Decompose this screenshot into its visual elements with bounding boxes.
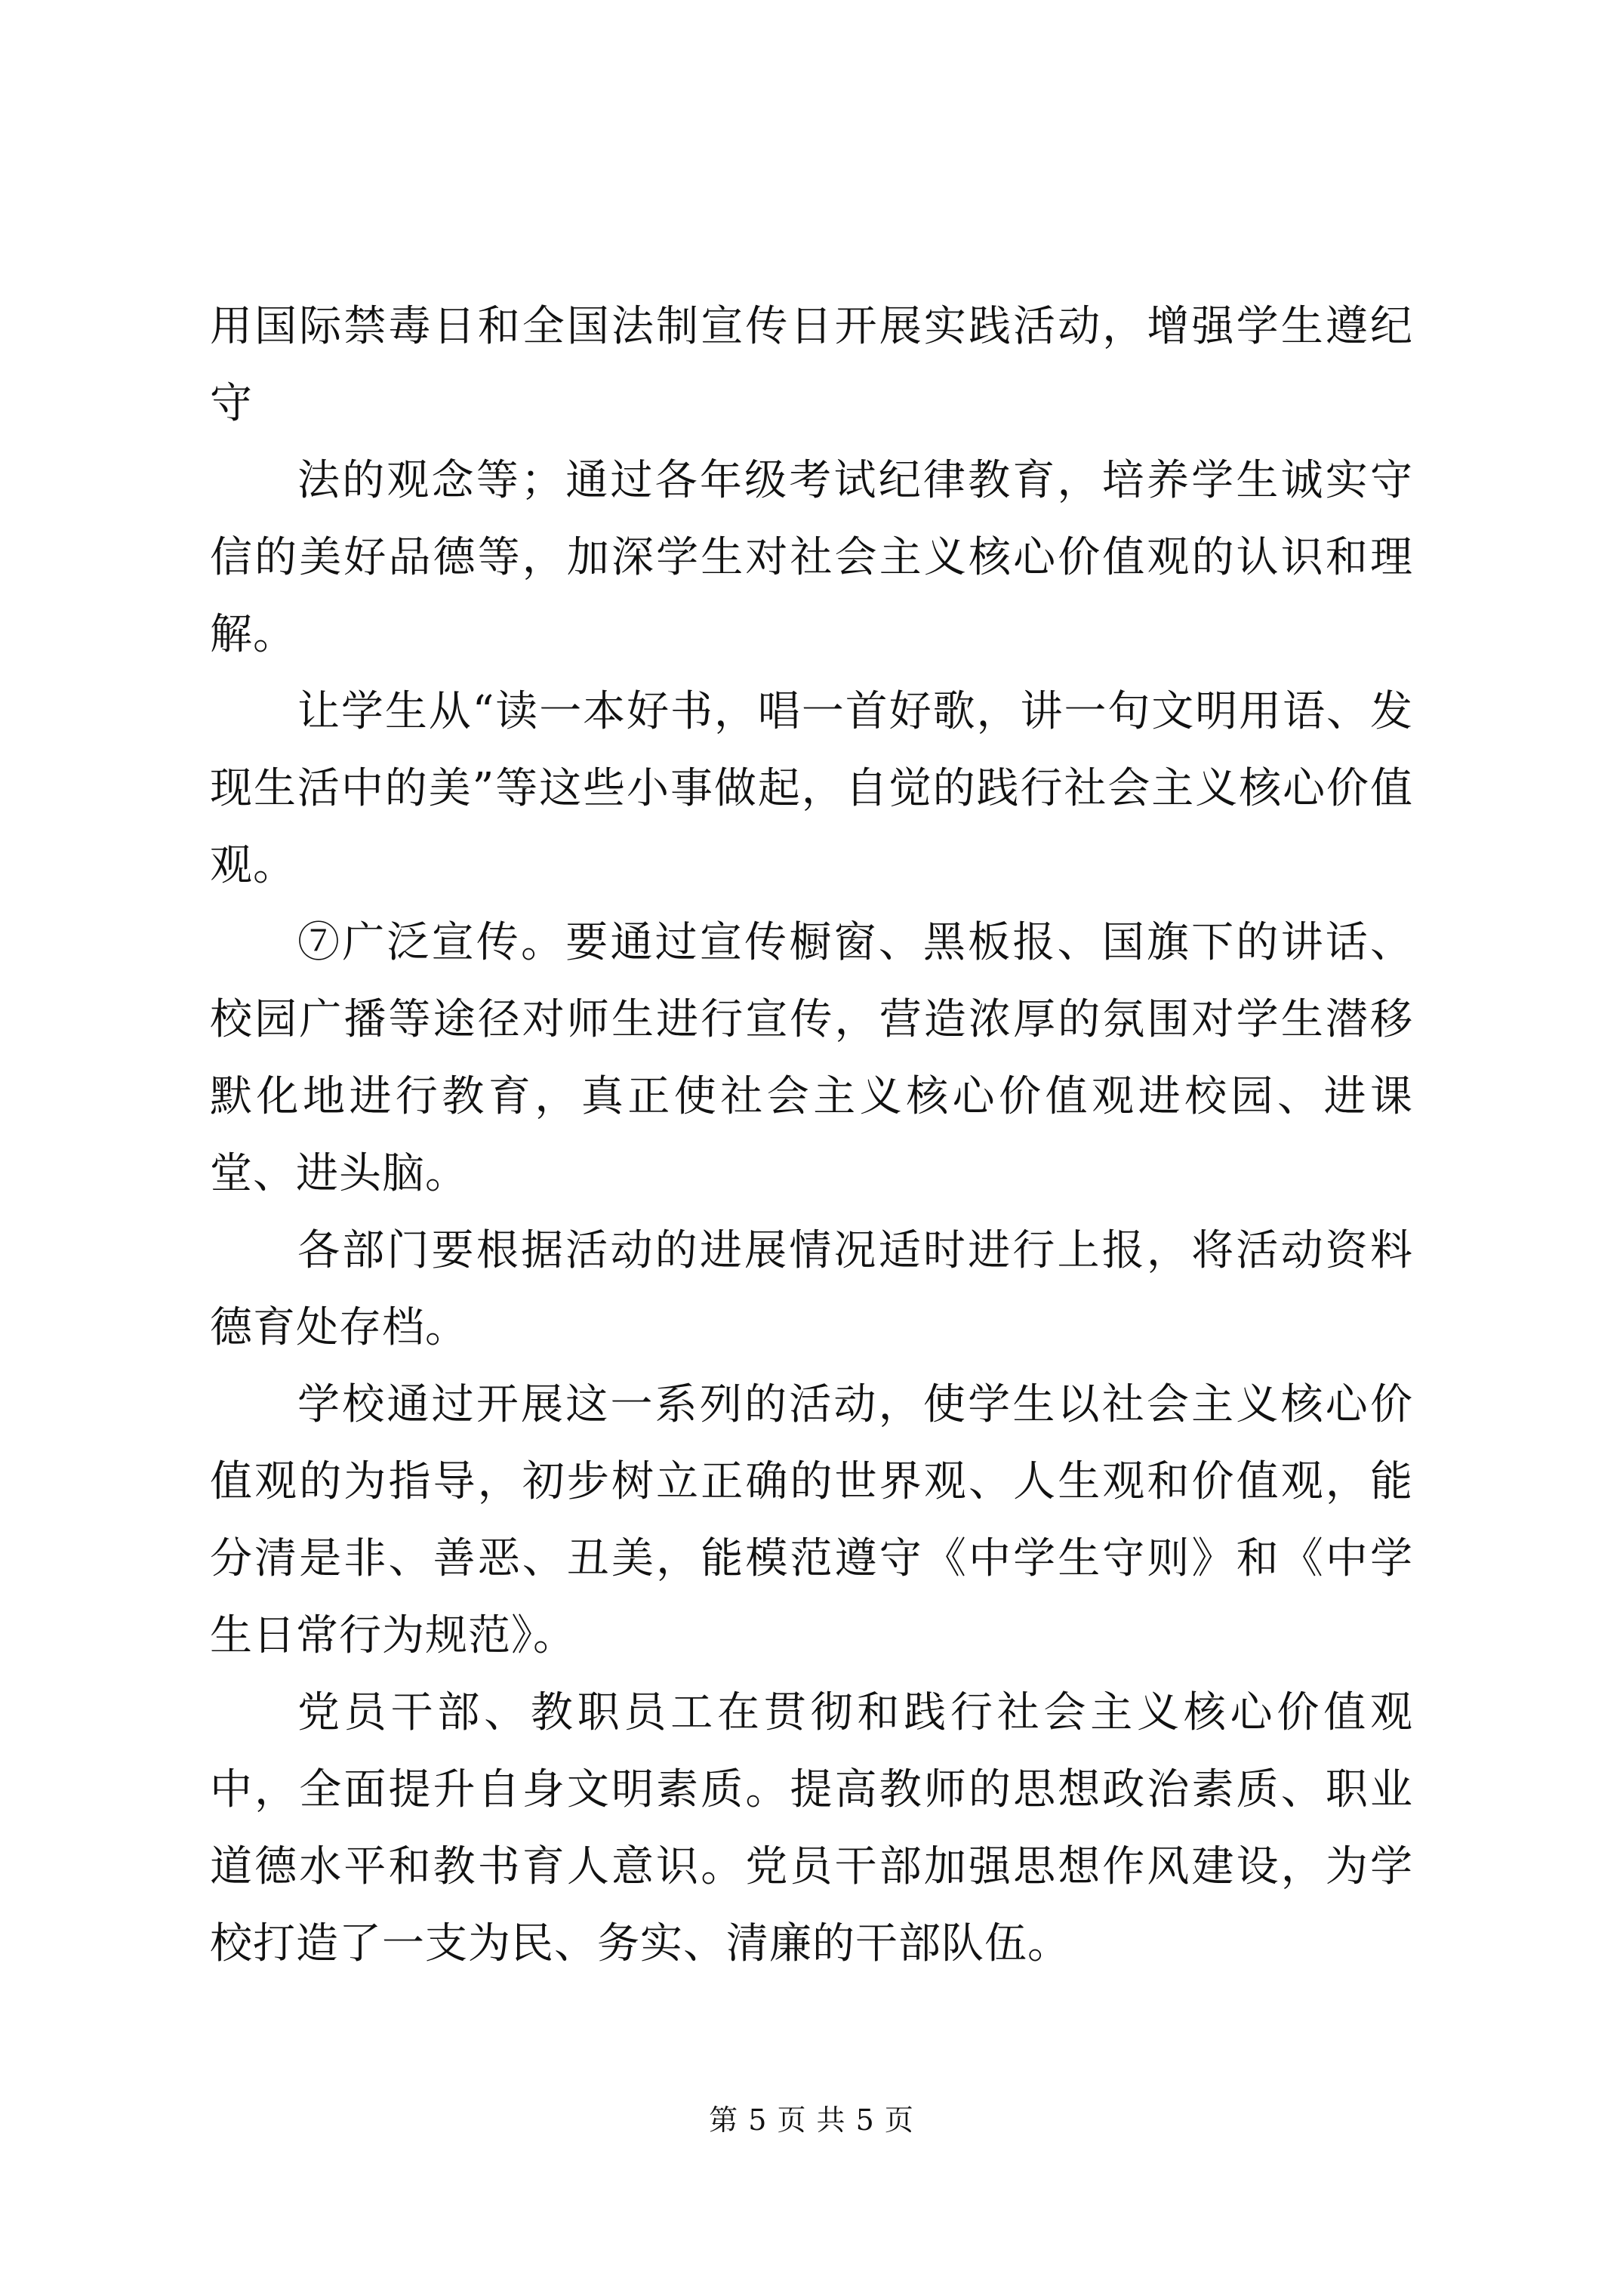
page-number-footer: 第 5 页 共 5 页 bbox=[709, 2103, 914, 2137]
paragraph-1: 用国际禁毒日和全国法制宣传日开展实践活动，增强学生遵纪守 bbox=[210, 302, 1413, 428]
document-body bbox=[210, 288, 1413, 1983]
paragraph-4: ⑦广泛宣传。要通过宣传橱窗、黑板报、国旗下的讲话、校园广播等途径对师生进行宣传，营造浓厚的氛围对学生潜移默化地进行教育，真正使社会主义核心价值观进校园、进课堂、进头脑。 bbox=[210, 918, 1413, 1198]
paragraph-7: 党员干部、教职员工在贯彻和践行社会主义核心价值观中，全面提升自身文明素质。提高教师的思想政治素质、职业道德水平和教书育人意识。党员干部加强思想作风建设，为学校打造了一支为民、务实、清廉的干部队伍。 bbox=[210, 1688, 1413, 1968]
paragraph-3: 让学生从“读一本好书，唱一首好歌，讲一句文明用语、发现生活中的美”等这些小事做起，自觉的践行社会主义核心价值观。 bbox=[210, 687, 1413, 890]
paragraph-6: 学校通过开展这一系列的活动，使学生以社会主义核心价值观的为指导，初步树立正确的世界观、人生观和价值观，能分清是非、善恶、丑美，能模范遵守《中学生守则》和《中学生日常行为规范》。 bbox=[210, 1380, 1413, 1660]
paragraph-5: 各部门要根据活动的进展情况适时进行上报，将活动资料德育处存档。 bbox=[210, 1226, 1413, 1352]
paragraph-2: 法的观念等；通过各年级考试纪律教育，培养学生诚实守信的美好品德等，加深学生对社会主义核心价值观的认识和理解。 bbox=[210, 456, 1413, 659]
